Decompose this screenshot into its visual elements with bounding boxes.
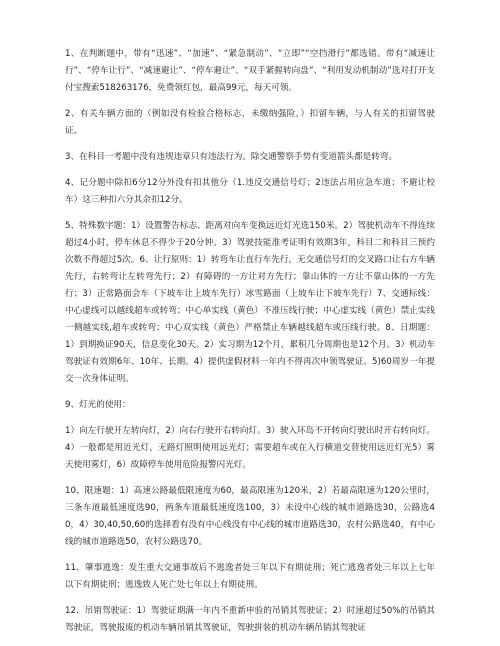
paragraph-5: 5、特殊数字题：1）设置警告标志、距离对向车变换远近灯光选150米。2）驾驶机动车不得连续超过4小时，停车休息不得少于20分钟。3）驾驶技能准考证明有效期3年，科目二和科目三预约次数不得超过5次。6、让行原则：1）转弯车让直行车先行，无交通信号灯的交叉路口让右方车辆先行，右转弯让左转弯先行；2）有障碍的一方让对方先行；靠山体的一方让不靠山体的一方先行；3）正常路面会车（下坡车让上坡车先行）冰雪路面（上坡车让下坡车先行）7、交通标线：中心虚线可以越线超车或转弯；中心单实线（黄色）不准压线行驶；中心虚实线（黄色）禁止实线一侧越实线,超车或转弯；中心双实线（黄色）严格禁止车辆越线超车或压线行驶。8、日期题：1）到期换证90天，信息变化30天。2）实习期为12个月，累积几分周期也是12个月。3）机动车驾驶证有效期6年、10年、长期。4）提供虚假材料一年内不得再次申领驾驶证。5)60周岁一年提交一次身体证明。 — [65, 221, 435, 384]
paragraph-4: 4、记分题中除扣6分12分外没有扣其他分（1.违反交通信号灯；2违法占用应急车道；不避让校车）这三种扣六分其余扣12分。 — [65, 178, 435, 205]
paragraph-3: 3、在科目一考题中没有违规违章只有违法行为。除交通警察手势有变道箭头都是转弯。 — [65, 152, 398, 162]
paragraph-11: 11、肇事逃逸：发生重大交通事故后不逃逸者处三年以下有期徒刑；死亡逃逸者处三年以上七年以下有期徒刑；逃逸致人死亡处七年以上有期徒刑。 — [65, 563, 435, 590]
paragraph-9-body: 1）向左行驶开左转向灯，2）向右行驶开右转向灯。3）驶入环岛不开转向灯驶出时开右转向灯。4）一般都是用近光灯，无路灯照明使用远光灯；需要超车或在入行横道交替使用远近灯光5）雾天使用雾灯，6）故障停车使用危险报警闪光灯。 — [65, 426, 435, 470]
paragraph-1: 1、在判断题中，带有“迅速”、“加速”、“紧急制动”、“立即”“空挡滑行”都选错。带有“减速让行”、“停车让行”、“减速避让”、“停车避让”、“双手紧握转向盘”、“利用发动机制动”选对打开支付宝搜索518263176，免费领红包，最高99元，每天可领。 — [65, 49, 435, 93]
document-body — [65, 46, 435, 646]
paragraph-9-heading: 9、灯光的使用： — [65, 400, 131, 410]
paragraph-12: 12、吊销驾驶证：1）驾驶证期满一年内不重新申验的吊销其驾驶证；2）时速超过50%的吊销其驾驶证，驾驶报废的机动车辆吊销其驾驶证，驾驶拼装的机动车辆吊销其驾驶证 — [65, 606, 435, 633]
paragraph-10: 10、限速题：1）高速公路最低限速度为60，最高限速为120米，2）若最高限速为120公里时，三条车道最低速度选90，两条车道最低速度选100，3）未设中心线的城市道路选30，公路选40，4）30,40,50,60的选择看有没有中心线没有中心线的城市道路选30，农村公路选40，有中心线的城市道路选50，农村公路选70。 — [65, 486, 435, 547]
paragraph-2: 2、有关车辆方面的（例如没有检验合格标志，未缴纳强险，）扣留车辆，与人有关的扣留驾驶证。 — [65, 109, 435, 136]
